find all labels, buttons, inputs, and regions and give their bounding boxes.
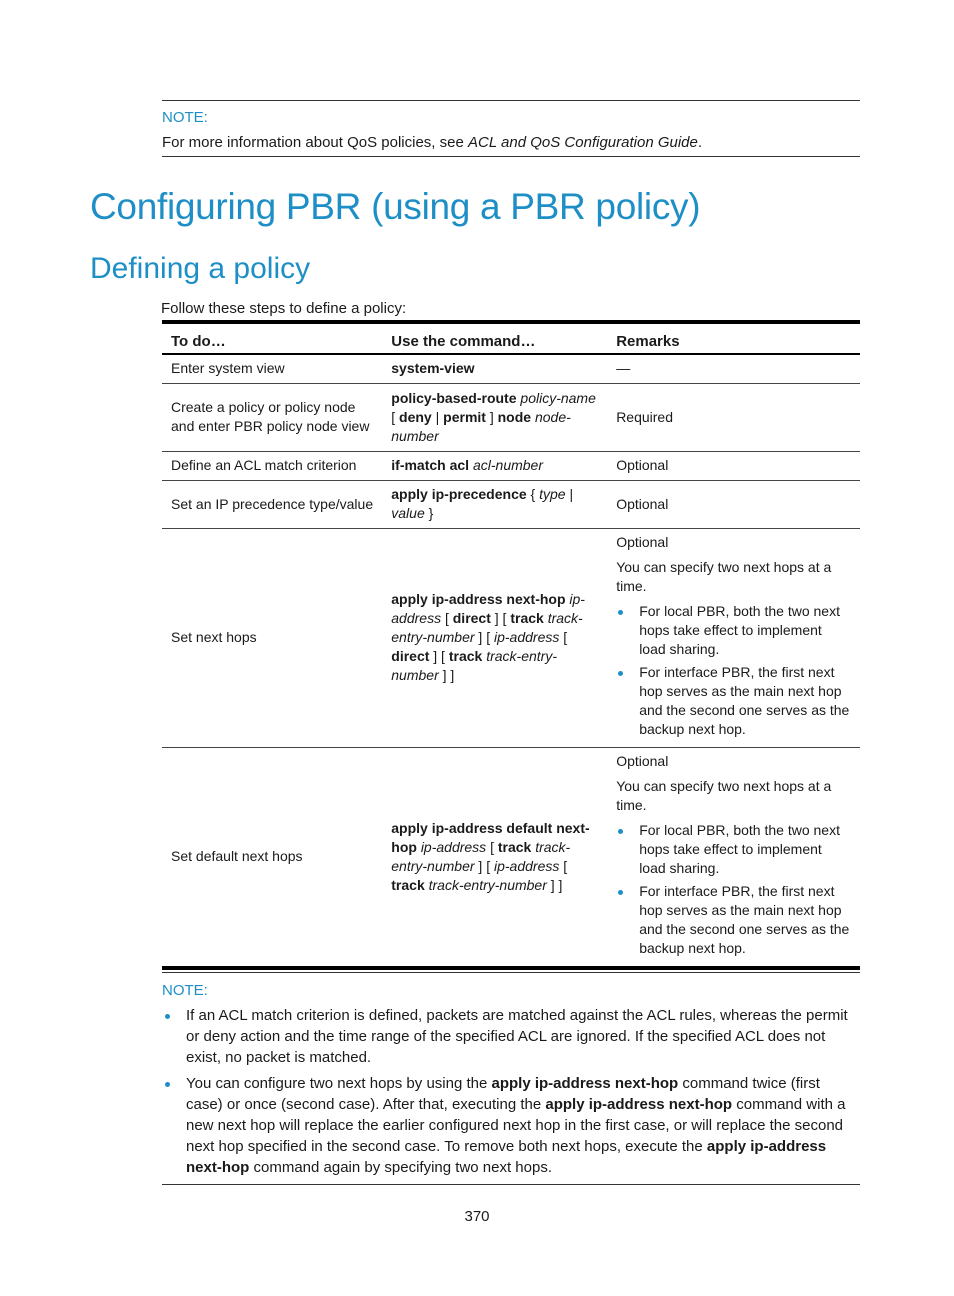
note-box-bottom	[162, 972, 860, 1185]
bullet-dot-icon	[165, 1014, 170, 1019]
command-text: ] [	[429, 648, 449, 664]
command-text: [	[441, 610, 453, 626]
command-cell	[382, 528, 607, 747]
page-number: 370	[464, 1208, 490, 1225]
command-text: }	[424, 505, 434, 521]
remarks-bullets	[616, 821, 852, 958]
bullet-dot-icon	[618, 829, 623, 834]
command-text: command again by specifying two next hops.	[249, 1159, 552, 1176]
remarks-bullet-item	[616, 663, 852, 739]
note-bullet-item	[162, 1005, 860, 1068]
command-cell	[382, 747, 607, 968]
table-row	[162, 528, 860, 747]
command-keyword: direct	[452, 610, 491, 626]
command-keyword: track	[510, 610, 544, 626]
command-cell	[382, 383, 607, 451]
command-argument: type	[539, 486, 566, 502]
command-argument: track-entry-number	[391, 648, 557, 683]
command-cell	[382, 451, 607, 480]
note-text-prefix: For more information about QoS policies, see	[162, 134, 468, 151]
command-argument: acl-number	[472, 457, 543, 473]
command-keyword: track	[448, 648, 483, 664]
command-argument: track-entry-number	[391, 610, 583, 645]
bullet-dot-icon	[618, 671, 623, 676]
command-text: ] [	[474, 629, 494, 645]
command-cell	[382, 354, 607, 383]
command-keyword: track	[391, 876, 425, 893]
chapter-heading: Configuring PBR (using a PBR policy)	[90, 186, 701, 227]
command-argument: track-entry-number	[428, 876, 547, 893]
table-row	[162, 383, 860, 451]
command-keyword: node	[497, 408, 532, 425]
note-bullet-item	[162, 1073, 860, 1178]
todo-cell: Set next hops	[162, 528, 382, 747]
command-argument: ip-address	[420, 838, 487, 855]
section-heading: Defining a policy	[90, 252, 311, 285]
remarks-cell	[607, 747, 860, 968]
table-row	[162, 354, 860, 383]
remarks-cell: Optional	[607, 480, 860, 528]
command-text: [	[391, 408, 400, 425]
command-argument: track-entry-number	[391, 838, 571, 874]
command-text: command twice (first case) or once (second case). After that, executing the	[186, 1075, 820, 1113]
bullet-dot-icon	[165, 1082, 170, 1087]
bullet-dot-icon	[618, 610, 623, 615]
command-text: If an ACL match criterion is defined, packets are matched against the ACL rules, whereas the permit or deny action and the time range of the specified ACL are ignored. If the specified ACL does not exist, no packet is matched.	[186, 1007, 848, 1066]
table-row	[162, 480, 860, 528]
todo-cell: Create a policy or policy node and enter PBR policy node view	[162, 383, 382, 451]
note-text	[162, 134, 860, 151]
command-argument: policy-name	[520, 389, 596, 406]
command-text: {	[526, 486, 540, 502]
command-keyword: deny	[399, 408, 432, 425]
remarks-bullet-text: For interface PBR, the first next hop serves as the main next hop and the second one serves as the backup next hop.	[639, 882, 850, 956]
command-text: ] ]	[546, 876, 563, 893]
command-text: [	[486, 838, 498, 855]
remarks-cell: Optional	[607, 451, 860, 480]
remarks-cell	[607, 528, 860, 747]
todo-cell: Set default next hops	[162, 747, 382, 968]
command-cell	[382, 480, 607, 528]
note-label: NOTE:	[162, 109, 208, 126]
command-keyword: direct	[391, 648, 430, 664]
command-argument: value	[391, 505, 425, 521]
note-guide-reference: ACL and QoS Configuration Guide	[467, 134, 698, 151]
remarks-line: Optional	[616, 752, 669, 769]
remarks-line: You can specify two next hops at a time.	[616, 558, 832, 594]
todo-cell: Set an IP precedence type/value	[162, 480, 382, 528]
command-argument: node-number	[391, 408, 571, 444]
table-header-row	[162, 322, 860, 354]
command-keyword: system-view	[391, 360, 475, 377]
command-text: |	[431, 408, 444, 425]
note-label: NOTE:	[162, 982, 208, 999]
steps-table	[162, 320, 860, 970]
header-todo: To do…	[162, 322, 382, 354]
todo-cell: Enter system view	[162, 354, 382, 383]
table-row	[162, 747, 860, 968]
command-keyword: apply ip-address next-hop	[186, 1138, 827, 1176]
command-text: You can configure two next hops by using the	[186, 1075, 492, 1092]
command-keyword: apply ip-address next-hop	[491, 1075, 679, 1092]
remarks-cell: —	[607, 354, 860, 383]
command-keyword: if-match acl	[391, 457, 470, 473]
command-text: [	[559, 629, 568, 645]
remarks-bullet-item	[616, 602, 852, 659]
command-keyword: permit	[443, 408, 486, 425]
command-text: ]	[485, 408, 498, 425]
command-text: command with a new next hop will replace the earlier configured next hop in the first case, or will replace the second next hop specified in the second case. To remove both next hops, execute the	[186, 1096, 846, 1155]
remarks-bullet-text: For interface PBR, the first next hop serves as the main next hop and the second one serves as the backup next hop.	[639, 663, 850, 737]
command-argument: ip-address	[493, 857, 560, 874]
remarks-bullet-text: For local PBR, both the two next hops take effect to implement load sharing.	[639, 821, 840, 876]
command-argument: ip-address	[493, 629, 560, 645]
todo-cell: Define an ACL match criterion	[162, 451, 382, 480]
note-box-top	[162, 100, 860, 157]
remarks-bullets	[616, 602, 852, 739]
command-keyword: track	[497, 838, 532, 855]
command-keyword: apply ip-address default next-hop	[391, 819, 590, 855]
remarks-line: You can specify two next hops at a time.	[616, 777, 832, 813]
bullet-dot-icon	[618, 890, 623, 895]
command-text: ] ]	[438, 667, 455, 683]
table-row	[162, 451, 860, 480]
intro-text: Follow these steps to define a policy:	[161, 300, 407, 317]
note-bullet-list	[162, 1005, 860, 1178]
remarks-bullet-item	[616, 882, 852, 958]
command-text: [	[559, 857, 568, 874]
remarks-cell: Required	[607, 383, 860, 451]
command-text: ] [	[474, 857, 494, 874]
command-keyword: apply ip-address next-hop	[545, 1096, 733, 1113]
remarks-bullet-text: For local PBR, both the two next hops take effect to implement load sharing.	[639, 602, 840, 657]
command-text: |	[565, 486, 574, 502]
header-command: Use the command…	[382, 322, 607, 354]
command-keyword: apply ip-precedence	[391, 486, 527, 502]
remarks-bullet-item	[616, 821, 852, 878]
note-text-suffix: .	[697, 134, 703, 151]
command-keyword: apply ip-address next-hop	[391, 591, 566, 607]
command-keyword: policy-based-route	[391, 389, 517, 406]
header-remarks: Remarks	[607, 322, 860, 354]
command-text: ] [	[490, 610, 511, 626]
remarks-line: Optional	[616, 533, 669, 550]
command-argument: ip-address	[391, 591, 585, 626]
